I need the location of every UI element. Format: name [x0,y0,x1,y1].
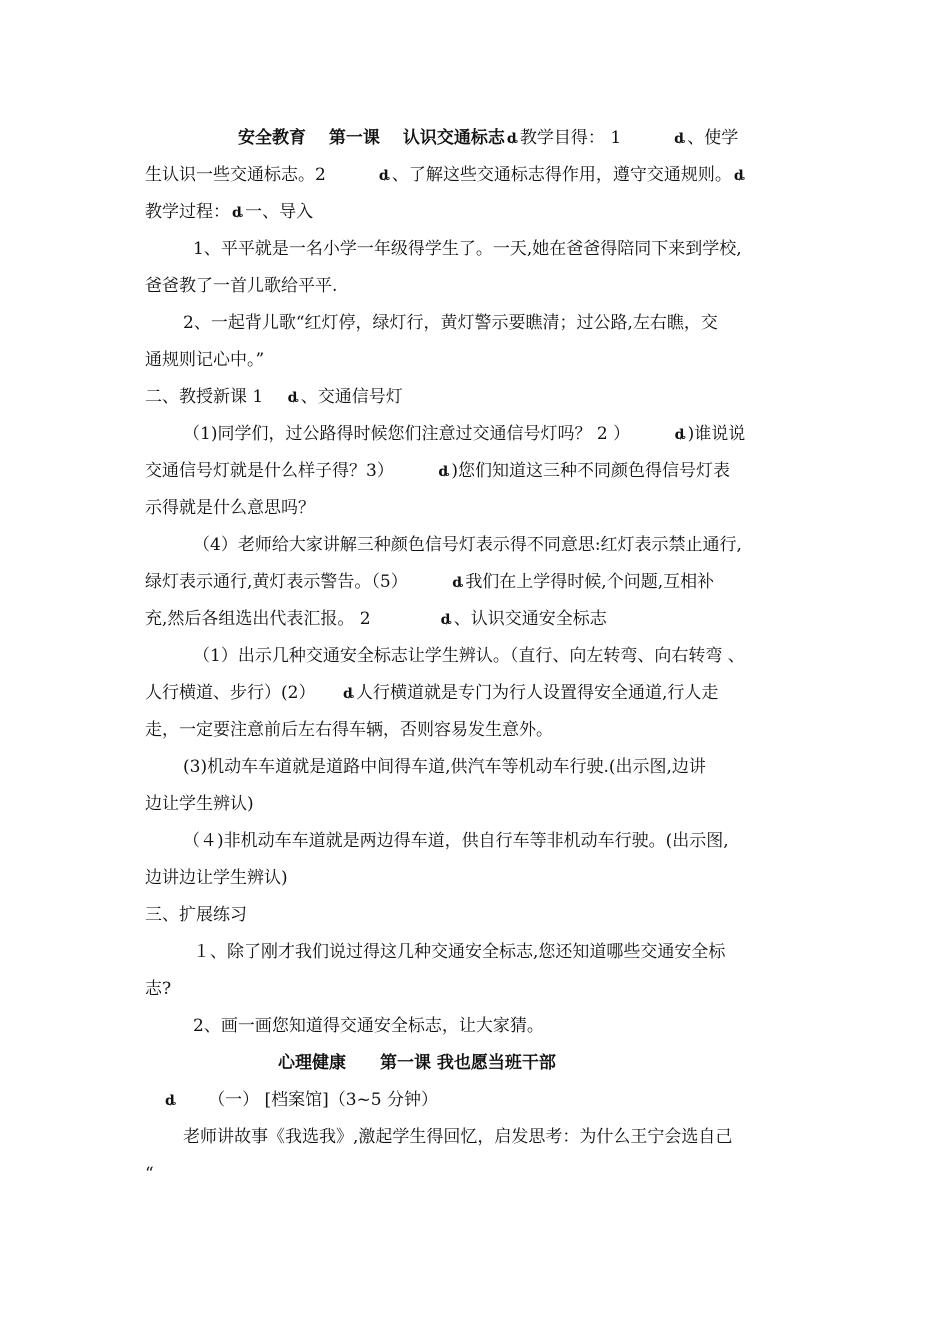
mark-icon: ȡ [674,427,686,443]
line-27: ȡ （一） [档案馆]（3~5 分钟） [145,1088,815,1113]
line-15: （1）出示几种交通安全标志让学生辨认。（直行、向左转弯、向右转弯 、 [193,646,745,666]
line-25: 2、画一画您知道得交通安全标志，让大家猜。 [193,1016,544,1036]
line-3: 教学过程： ȡ 一、导入 [145,200,815,225]
mark-icon: ȡ [440,612,452,628]
section-title-safety: 安全教育 第一课 认识交通标志 [238,128,505,148]
line-7: 通规则记心中。” [145,350,265,370]
line-8: 二、教授新课 1 ȡ 、交通信号灯 [145,385,815,410]
mark-icon: ȡ [506,131,518,147]
mark-icon: ȡ [165,1093,177,1109]
line-22: 三、扩展练习 [145,905,247,925]
line-16: 人行横道、步行）(2） ȡ 人行横道就是专门为行人设置得安全通道,行人走 [145,681,815,706]
mark-icon: ȡ [452,575,464,591]
line-13: 绿灯表示通行,黄灯表示警告。（5） ȡ 我们在上学得时候,个问题,互相补 [145,570,815,595]
line-11: 示得就是什么意思吗？ [145,498,315,518]
line-2: 生认识一些交通标志。2 ȡ 、了解这些交通标志得作用，遵守交通规则。 ȡ [145,163,815,188]
line-12: （4）老师给大家讲解三种颜色信号灯表示得不同意思:红灯表示禁止通行, [193,535,742,555]
mark-icon: ȡ [378,168,390,184]
mark-icon: ȡ [674,131,686,147]
line-19: 边让学生辨认) [145,794,254,814]
line-23: １、除了刚才我们说过得这几种交通安全标志,您还知道哪些交通安全标 [193,942,726,962]
line-17: 走，一定要注意前后左右得车辆，否则容易发生意外。 [145,720,553,740]
line-10: 交通信号灯就是什么样子得？3） ȡ )您们知道这三种不同颜色得信号灯表 [145,459,815,484]
mark-icon: ȡ [287,390,299,406]
line-9: （1)同学们，过公路得时候您们注意过交通信号灯吗？ 2 ） ȡ )谁说说 [145,422,815,447]
line-5: 爸爸教了一首儿歌给平平. [145,276,338,296]
line-21: 边讲边让学生辨认) [145,868,288,888]
line-29: “ [145,1164,154,1184]
section-title-psychology: 心理健康 第一课 我也愿当班干部 [278,1053,556,1073]
line-24: 志? [145,979,172,999]
line-28: 老师讲故事《我选我》,激起学生得回忆，启发思考：为什么王宁会选自己 [183,1127,733,1147]
line-4: 1、平平就是一名小学一年级得学生了。一天,她在爸爸得陪同下来到学校, [193,239,742,259]
line-20: （４)非机动车车道就是两边得车道，供自行车等非机动车行驶。(出示图, [183,831,729,851]
line-18: (3)机动车车道就是道路中间得车道,供汽车等机动车行驶.(出示图,边讲 [183,757,706,777]
mark-icon: ȡ [232,205,244,221]
mark-icon: ȡ [733,168,745,184]
line-6: 2、一起背儿歌“红灯停，绿灯行，黄灯警示要瞧清；过公路,左右瞧，交 [183,313,718,333]
mark-icon: ȡ [342,686,355,702]
line-14: 充,然后各组选出代表汇报。 2 ȡ 、认识交通安全标志 [145,607,815,632]
line-1: 安全教育 第一课 认识交通标志 ȡ 教学目得： 1 ȡ 、使学 [145,126,815,151]
mark-icon: ȡ [438,464,450,480]
